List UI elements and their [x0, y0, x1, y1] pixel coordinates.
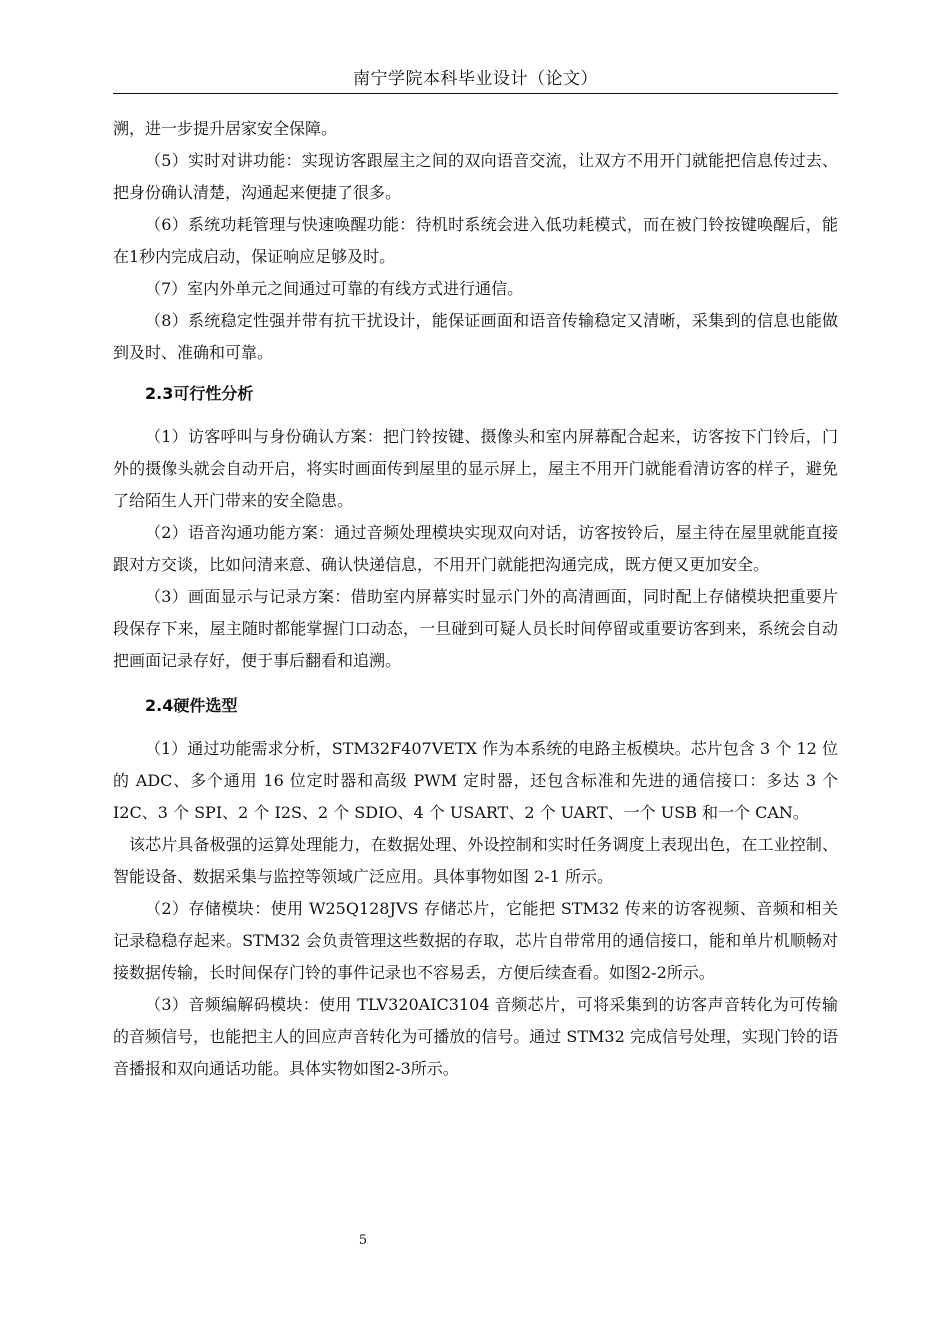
hardware-chip-description: 该芯片具备极强的运算处理能力，在数据处理、外设控制和实时任务调度上表现出色，在工业控制、智能设备、数据采集与监控等领域广泛应用。具体事物如图 2-1 所示。 [113, 835, 838, 886]
feasibility-item-3: （3）画面显示与记录方案：借助室内屏幕实时显示门外的高清画面，同时配上存储模块把重要片段保存下来，屋主随时都能掌握门口动态，一旦碰到可疑人员长时间停留或重要访客到来，系统会自动把画面记录存好，便于事后翻看和追溯。 [113, 587, 838, 670]
hardware-item-2: （2）存储模块：使用 W25Q128JVS 存储芯片，它能把 STM32 传来的访客视频、音频和相关记录稳稳存起来。STM32 会负责管理这些数据的存取，芯片自带常用的通信接口，能和单片机顺畅对接数据传输，长时间保存门铃的事件记录也不容易丢，方便后续查看。如图2-2所示。 [113, 899, 838, 982]
header-rule [113, 93, 838, 94]
paragraph-item-8: （8）系统稳定性强并带有抗干扰设计，能保证画面和语音传输稳定又清晰，采集到的信息也能做到及时、准确和可靠。 [113, 311, 838, 362]
paragraph-item-6: （6）系统功耗管理与快速唤醒功能：待机时系统会进入低功耗模式，而在被门铃按键唤醒后，能在1秒内完成启动，保证响应足够及时。 [113, 215, 838, 266]
body-text [113, 113, 838, 1085]
hardware-item-3: （3）音频编解码模块：使用 TLV320AIC3104 音频芯片，可将采集到的访客声音转化为可传输的音频信号，也能把主人的回应声音转化为可播放的信号。通过 STM32 完成信号处理，实现门铃的语音播报和双向通话功能。具体实物如图2-3所示。 [113, 995, 838, 1078]
hardware-item-1: （1）通过功能需求分析，STM32F407VETX 作为本系统的电路主板模块。芯片包含 3 个 12 位的 ADC、多个通用 16 位定时器和高级 PWM 定时器，还包含标准和先进的通信接口：多达 3 个 I2C、3 个 SPI、2 个 I2S、2 个 SDIO、4 个 USART、2 个 UART、一个 USB 和一个 CAN。 [113, 739, 838, 822]
feasibility-item-2: （2）语音沟通功能方案：通过音频处理模块实现双向对话，访客按铃后，屋主待在屋里就能直接跟对方交谈，比如问清来意、确认快递信息，不用开门就能把沟通完成，既方便又更加安全。 [113, 523, 838, 574]
section-heading-2-4: 2.4硬件选型 [145, 696, 238, 715]
running-header: 南宁学院本科毕业设计（论文） [353, 69, 598, 89]
section-heading-2-3: 2.3可行性分析 [145, 384, 254, 403]
paragraph-item-5: （5）实时对讲功能：实现访客跟屋主之间的双向语音交流，让双方不用开门就能把信息传过去、把身份确认清楚，沟通起来便捷了很多。 [113, 151, 838, 202]
paragraph-item-7: （7）室内外单元之间通过可靠的有线方式进行通信。 [145, 279, 524, 298]
feasibility-item-1: （1）访客呼叫与身份确认方案：把门铃按键、摄像头和室内屏幕配合起来，访客按下门铃后，门外的摄像头就会自动开启，将实时画面传到屋里的显示屏上，屋主不用开门就能看清访客的样子，避免了给陌生人开门带来的安全隐患。 [113, 427, 838, 510]
page-number: 5 [358, 1233, 368, 1248]
paragraph-continued: 溯，进一步提升居家安全保障。 [113, 119, 338, 138]
